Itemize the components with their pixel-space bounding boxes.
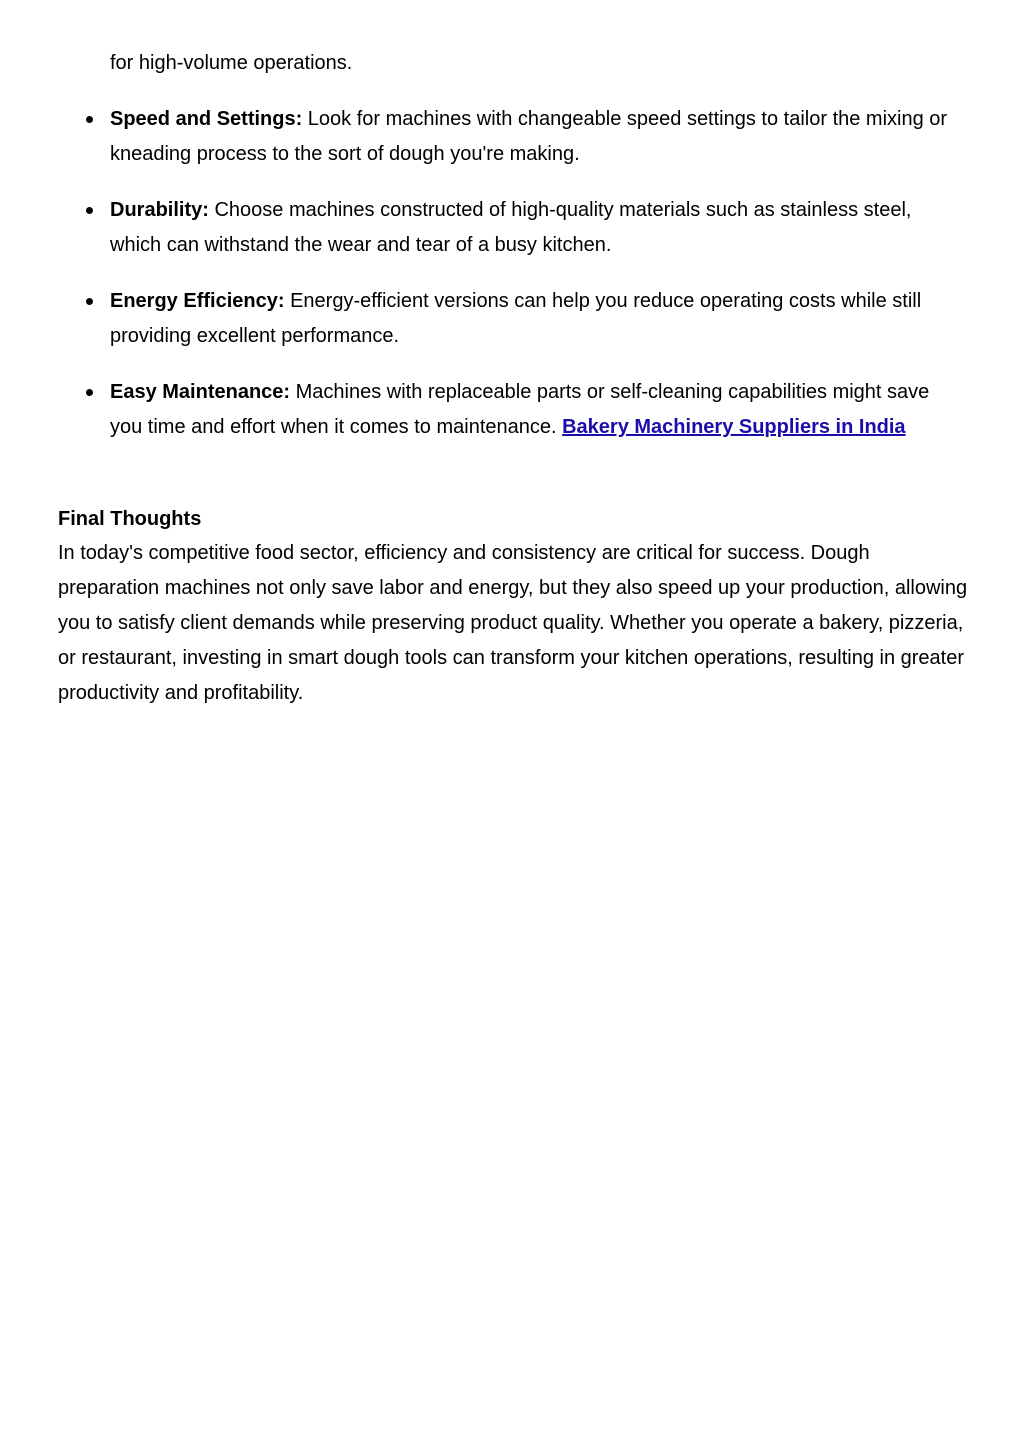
- bullet-term: Easy Maintenance:: [110, 381, 291, 403]
- continuation-text: for high-volume operations.: [110, 52, 353, 74]
- bullet-term: Durability:: [110, 199, 209, 221]
- list-item-speed-settings: [0, 102, 960, 172]
- bullet-text: Choose machines constructed of high-quality materials such as stainless steel, which can withstand the wear and tear of a busy kitchen.: [110, 199, 912, 256]
- bullet-icon: [86, 116, 93, 123]
- bullet-text: Look for machines with changeable speed settings to tailor the mixing or kneading process to the sort of dough you're making.: [110, 108, 948, 165]
- bakery-machinery-suppliers-link[interactable]: Bakery Machinery Suppliers in India: [562, 416, 906, 438]
- bullet-icon: [86, 207, 93, 214]
- bullet-term: Energy Efficiency:: [110, 290, 285, 312]
- list-item-easy-maintenance: [0, 375, 960, 445]
- bullet-icon: [86, 389, 93, 396]
- bullet-text: Machines with replaceable parts or self-cleaning capabilities might save you time and effort when it comes to maintenance.: [110, 381, 930, 438]
- feature-list: [0, 102, 1024, 466]
- list-item-durability: [0, 193, 960, 263]
- bullet-icon: [86, 298, 93, 305]
- final-thoughts-paragraph: In today's competitive food sector, efficiency and consistency are critical for success. Dough preparation machines not only save labor and energy, but they also speed up your production, allowing you to satisfy client demands while preserving product quality. Whether you operate a bakery, pizzeria, or restaurant, investing in smart dough tools can transform your kitchen operations, resulting in greater productivity and profitability.: [58, 542, 968, 704]
- list-item-energy-efficiency: [0, 284, 960, 354]
- bullet-text: Energy-efficient versions can help you reduce operating costs while still providing excellent performance.: [110, 290, 922, 347]
- section-heading-final-thoughts: Final Thoughts: [58, 508, 202, 530]
- bullet-term: Speed and Settings:: [110, 108, 303, 130]
